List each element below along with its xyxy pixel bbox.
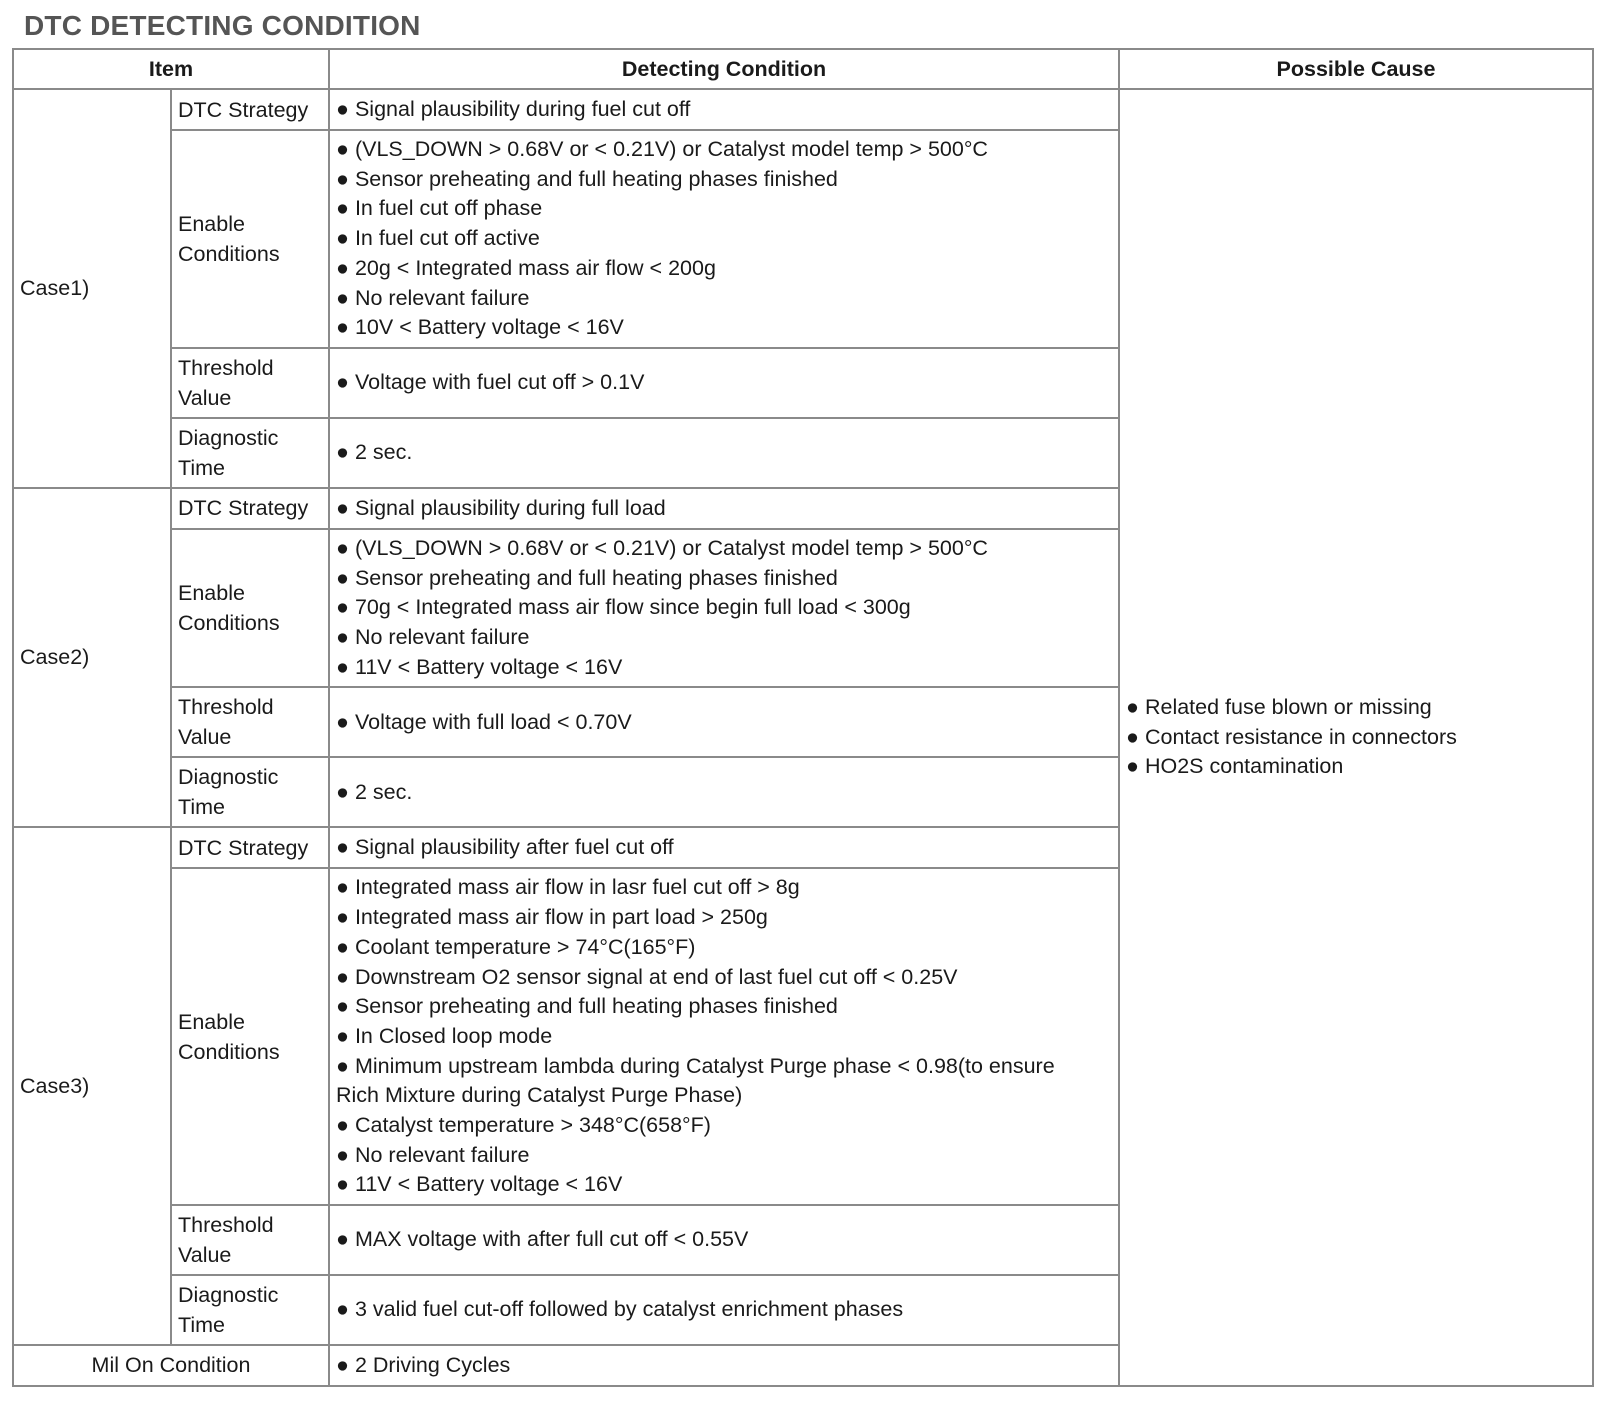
dtc-strategy-value: ● Signal plausibility after fuel cut off <box>329 827 1119 868</box>
list-item: ● Sensor preheating and full heating phases finished <box>336 565 838 590</box>
row-label-enable-conditions: Enable Conditions <box>171 529 329 688</box>
list-item: ● 70g < Integrated mass air flow since begin full load < 300g <box>336 595 911 620</box>
threshold-value: ● Voltage with fuel cut off > 0.1V <box>329 348 1119 418</box>
threshold-value: ● MAX voltage with after full cut off < 0.55V <box>329 1205 1119 1275</box>
diagnostic-time-value: ● 2 sec. <box>329 418 1119 488</box>
row-label-dtc-strategy: DTC Strategy <box>171 488 329 529</box>
enable-conditions-list <box>329 130 1119 348</box>
table-row <box>13 89 1593 130</box>
list-item: ● Integrated mass air flow in lasr fuel cut off > 8g <box>336 875 800 900</box>
dtc-condition-table <box>12 48 1594 1387</box>
case-label: Case3) <box>13 827 171 1345</box>
row-label-threshold-value: Threshold Value <box>171 348 329 418</box>
row-label-dtc-strategy: DTC Strategy <box>171 827 329 868</box>
list-item: ● No relevant failure <box>336 1142 530 1167</box>
list-item: ● 10V < Battery voltage < 16V <box>336 315 624 340</box>
list-item: ● No relevant failure <box>336 625 530 650</box>
header-row <box>13 49 1593 89</box>
cause-item: ● Related fuse blown or missing <box>1126 695 1432 720</box>
list-item: ● (VLS_DOWN > 0.68V or < 0.21V) or Catalyst model temp > 500°C <box>336 137 988 161</box>
list-item: ● Integrated mass air flow in part load > 250g <box>336 905 768 930</box>
header-detecting-condition: Detecting Condition <box>329 49 1119 89</box>
header-item: Item <box>13 49 329 89</box>
cause-item: ● HO2S contamination <box>1126 754 1344 779</box>
row-label-enable-conditions: Enable Conditions <box>171 130 329 348</box>
enable-conditions-list <box>329 529 1119 688</box>
list-item: ● Coolant temperature > 74°C(165°F) <box>336 934 696 959</box>
list-item: ● In Closed loop mode <box>336 1023 553 1048</box>
list-item: Rich Mixture during Catalyst Purge Phase) <box>336 1083 743 1108</box>
mil-on-condition-label: Mil On Condition <box>13 1345 329 1386</box>
page-title: DTC DETECTING CONDITION <box>24 10 421 41</box>
list-item: ● In fuel cut off phase <box>336 196 543 221</box>
row-label-diagnostic-time: Diagnostic Time <box>171 418 329 488</box>
row-label-enable-conditions: Enable Conditions <box>171 868 329 1205</box>
diagnostic-time-value: ● 3 valid fuel cut-off followed by catalyst enrichment phases <box>329 1275 1119 1345</box>
list-item: ● (VLS_DOWN > 0.68V or < 0.21V) or Catalyst model temp > 500°C <box>336 535 988 560</box>
dtc-strategy-value: ● Signal plausibility during full load <box>329 488 1119 529</box>
threshold-value: ● Voltage with full load < 0.70V <box>329 687 1119 757</box>
list-item: ● Sensor preheating and full heating phases finished <box>336 166 838 191</box>
mil-on-condition-value: ● 2 Driving Cycles <box>329 1345 1119 1386</box>
list-item: ● 11V < Battery voltage < 16V <box>336 1172 623 1197</box>
list-item: ● In fuel cut off active <box>336 226 540 251</box>
dtc-strategy-value: ● Signal plausibility during fuel cut off <box>329 89 1119 130</box>
header-possible-cause: Possible Cause <box>1119 49 1593 89</box>
list-item: ● No relevant failure <box>336 285 530 310</box>
cause-item: ● Contact resistance in connectors <box>1126 724 1457 749</box>
row-label-threshold-value: Threshold Value <box>171 687 329 757</box>
row-label-diagnostic-time: Diagnostic Time <box>171 757 329 827</box>
list-item: ● 11V < Battery voltage < 16V <box>336 654 623 679</box>
diagnostic-time-value: ● 2 sec. <box>329 757 1119 827</box>
case-label: Case1) <box>13 89 171 488</box>
list-item: ● Downstream O2 sensor signal at end of last fuel cut off < 0.25V <box>336 964 958 989</box>
list-item: ● 20g < Integrated mass air flow < 200g <box>336 255 716 280</box>
enable-conditions-list <box>329 868 1119 1205</box>
list-item: ● Minimum upstream lambda during Catalyst Purge phase < 0.98(to ensure <box>336 1053 1055 1078</box>
row-label-threshold-value: Threshold Value <box>171 1205 329 1275</box>
case-label: Case2) <box>13 488 171 828</box>
row-label-dtc-strategy: DTC Strategy <box>171 89 329 130</box>
list-item: ● Catalyst temperature > 348°C(658°F) <box>336 1113 711 1138</box>
row-label-diagnostic-time: Diagnostic Time <box>171 1275 329 1345</box>
possible-cause-cell <box>1119 89 1593 1386</box>
list-item: ● Sensor preheating and full heating phases finished <box>336 994 838 1019</box>
